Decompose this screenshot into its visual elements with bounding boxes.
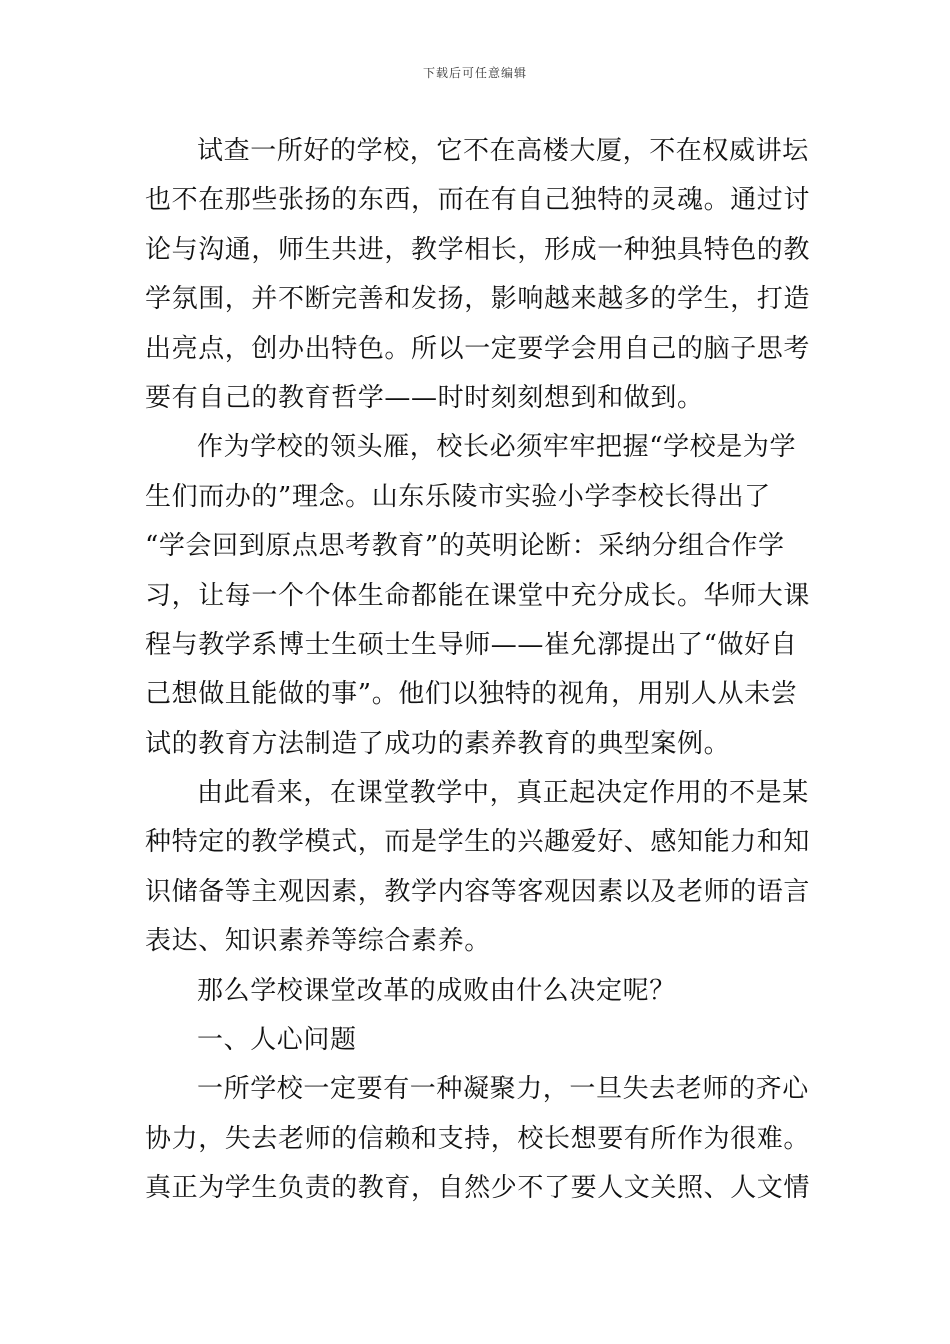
text-line: 作为学校的领头雁，校长必须牢牢把握“学校是为学 xyxy=(197,432,797,463)
text-line: 己想做且能做的事”。他们以独特的视角，用别人从未尝 xyxy=(145,679,798,710)
text-line: 要有自己的教育哲学——时时刻刻想到和做到。 xyxy=(145,382,704,413)
text-line: 试查一所好的学校，它不在高楼大厦，不在权威讲坛 xyxy=(197,136,809,166)
paragraph-1 xyxy=(145,127,811,423)
text-line: 由此看来，在课堂教学中，真正起决定作用的不是某 xyxy=(197,778,809,809)
paragraph-4 xyxy=(145,967,807,1016)
paragraph-2 xyxy=(145,423,811,769)
text-line: 表达、知识素养等综合素养。 xyxy=(145,926,491,957)
text-line: 程与教学系博士生硕士生导师——崔允漷提出了“做好自 xyxy=(145,629,798,660)
document-body xyxy=(145,127,811,1214)
text-line: 识储备等主观因素，教学内容等客观因素以及老师的语言 xyxy=(145,876,811,907)
text-line: 那么学校课堂改革的成败由什么决定呢？ xyxy=(197,975,676,1006)
text-line: 一、人心问题 xyxy=(197,1025,357,1056)
page-header: 下载后可任意编辑 xyxy=(422,66,527,80)
text-line: 种特定的教学模式，而是学生的兴趣爱好、感知能力和知 xyxy=(145,827,811,858)
text-line: 试的教育方法制造了成功的素养教育的典型案例。 xyxy=(145,728,731,759)
text-line: 协力，失去老师的信赖和支持，校长想要有所作为很难。 xyxy=(145,1123,811,1154)
paragraph-3 xyxy=(145,769,811,967)
text-line: 也不在那些张扬的东西，而在有自己独特的灵魂。通过讨 xyxy=(145,185,811,216)
section-heading xyxy=(145,1016,807,1065)
text-line: 学氛围，并不断完善和发扬，影响越来越多的学生，打造 xyxy=(145,284,811,315)
paragraph-5 xyxy=(145,1065,811,1213)
text-line: “学会回到原点思考教育”的英明论断：采纳分组合作学 xyxy=(145,531,785,562)
text-line: 生们而办的”理念。山东乐陵市实验小学李校长得出了 xyxy=(145,481,771,512)
text-line: 出亮点，创办出特色。所以一定要学会用自己的脑子思考 xyxy=(145,333,811,364)
text-line: 习，让每一个个体生命都能在课堂中充分成长。华师大课 xyxy=(145,580,811,611)
text-line: 论与沟通，师生共进，教学相长，形成一种独具特色的教 xyxy=(145,234,811,265)
text-line: 一所学校一定要有一种凝聚力，一旦失去老师的齐心 xyxy=(197,1074,809,1105)
text-line: 真正为学生负责的教育，自然少不了要人文关照、人文情 xyxy=(145,1173,811,1204)
